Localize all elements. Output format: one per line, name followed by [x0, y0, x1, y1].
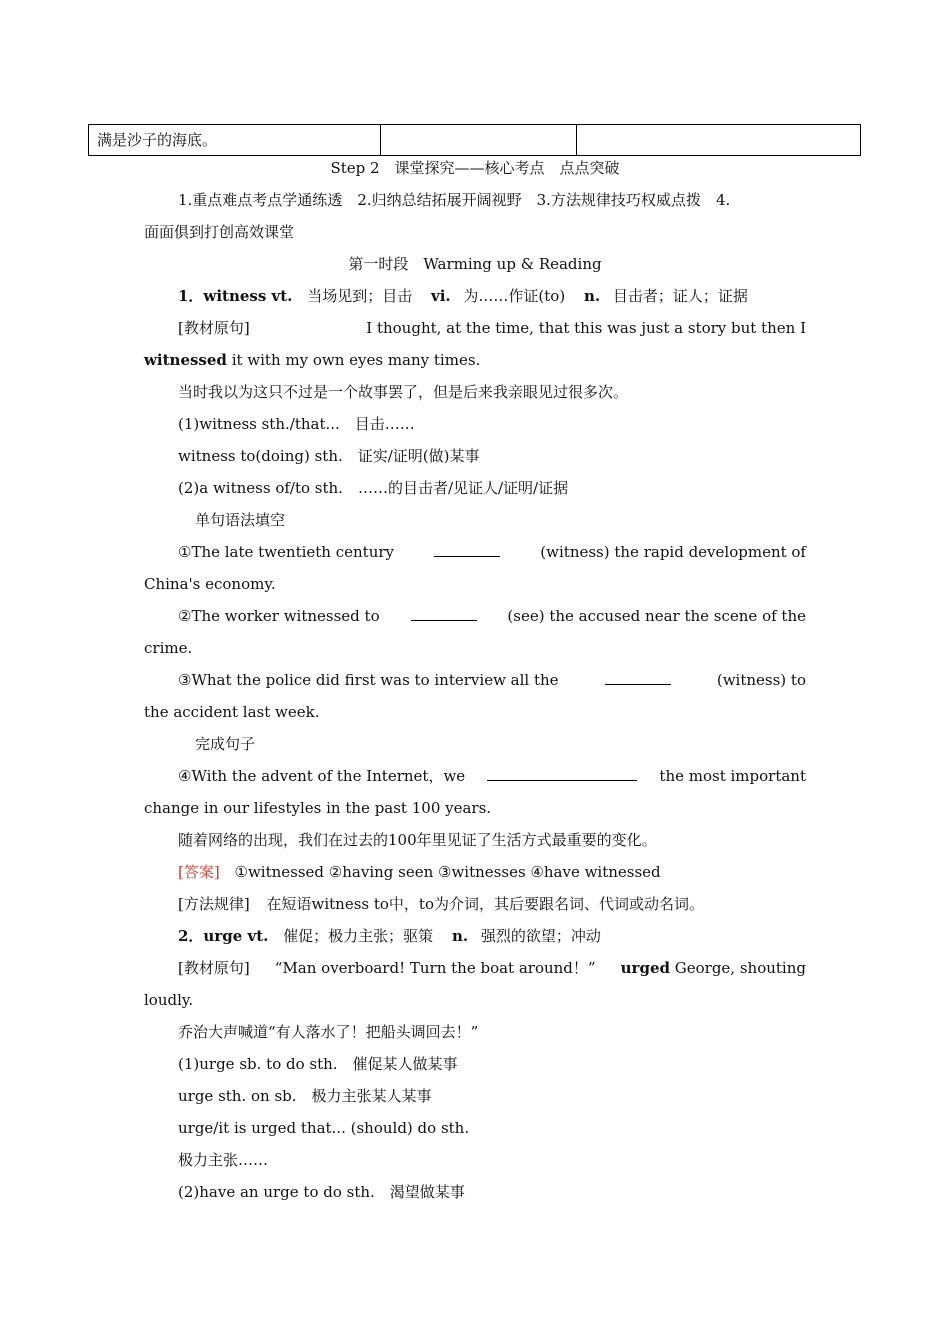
- headword: 2．urge vt.: [178, 927, 269, 945]
- urge-original-sentence-line1: [178, 958, 806, 978]
- witness-translation: 当时我以为这只不过是一个故事罢了，但是后来我亲眼见过很多次。: [178, 383, 629, 401]
- question-text: (witness) to: [716, 671, 806, 689]
- section-title: 第一时段 Warming up & Reading: [348, 255, 602, 273]
- highlighted-word: urged: [620, 959, 670, 977]
- witness-original-sentence-line2: [144, 350, 480, 370]
- original-text: it with my own eyes many times.: [226, 351, 481, 369]
- answer-blank: [487, 766, 637, 781]
- usage-item: witness to(doing) sth. 证实/证明(做)某事: [178, 447, 480, 465]
- question-2-cont: crime.: [144, 639, 193, 657]
- witness-original-sentence-line1: [178, 318, 806, 338]
- answer-blank: [411, 606, 477, 621]
- original-text: I thought, at the time, that this was just a story but then I: [366, 319, 806, 337]
- question-text: (see) the accused near the scene of the: [507, 607, 806, 625]
- question-1-cont: China's economy.: [144, 575, 276, 593]
- question-text: (witness) the rapid development of: [540, 543, 806, 561]
- question-3-cont: the accident last week.: [144, 703, 320, 721]
- usage-item: (2)have an urge to do sth. 渴望做某事: [178, 1183, 465, 1201]
- usage-item: urge/it is urged that... (should) do sth.: [178, 1119, 470, 1137]
- usage-item: (2)a witness of/to sth. ……的目击者/见证人/证明/证据: [178, 479, 569, 497]
- question-3: [178, 670, 806, 690]
- usage-item: (1)witness sth./that... 目击……: [178, 415, 415, 433]
- table-cell: [577, 125, 860, 155]
- original-label: [教材原句]: [178, 959, 250, 977]
- exercise-label: 单句语法填空: [195, 511, 286, 529]
- method-text: 在短语witness to中，to为介词，其后要跟名词、代词或动名词。: [266, 895, 704, 913]
- answer-blank: [434, 542, 500, 557]
- highlighted-word: witnessed: [144, 351, 227, 369]
- question-text: ①The late twentieth century: [178, 543, 395, 561]
- definition: 目击者；证人；证据: [612, 287, 748, 305]
- pos-tag: n.: [451, 927, 469, 945]
- definition: 强烈的欲望；冲动: [480, 927, 601, 945]
- continuation-table-row: [88, 124, 861, 156]
- pos-tag: vi.: [430, 287, 451, 305]
- witness-headword: [178, 286, 748, 306]
- pos-tag: n.: [583, 287, 601, 305]
- urge-original-sentence-line2: loudly.: [144, 991, 194, 1009]
- headword: 1．witness vt.: [178, 287, 293, 305]
- table-cell: [381, 125, 577, 155]
- usage-item: urge sth. on sb. 极力主张某人某事: [178, 1087, 432, 1105]
- urge-headword: [178, 926, 601, 946]
- question-text: ④With the advent of the Internet，we: [178, 767, 466, 785]
- intro-line-1: 1.重点难点考点学通练透 2.归纳总结拓展开阔视野 3.方法规律技巧权威点拨 4.: [178, 191, 731, 209]
- question-text: ③What the police did first was to interview all the: [178, 671, 559, 689]
- question-text: ②The worker witnessed to: [178, 607, 380, 625]
- usage-item: 极力主张……: [178, 1151, 269, 1169]
- question-2: [178, 606, 806, 626]
- original-text: George, shouting: [670, 959, 806, 977]
- intro-line-2: 面面俱到打创高效课堂: [144, 223, 295, 241]
- definition: 为……作证(to): [463, 287, 566, 305]
- table-cell: 满是沙子的海底。: [89, 125, 381, 155]
- exercise-label: 完成句子: [195, 735, 256, 753]
- usage-item: (1)urge sb. to do sth. 催促某人做某事: [178, 1055, 458, 1073]
- question-4-cont: change in our lifestyles in the past 100 years.: [144, 799, 492, 817]
- question-4-translation: 随着网络的出现，我们在过去的100年里见证了生活方式最重要的变化。: [178, 831, 657, 849]
- step-title: Step 2 课堂探究——核心考点 点点突破: [330, 159, 620, 177]
- answer-line: [178, 862, 661, 882]
- original-label: [教材原句]: [178, 319, 250, 337]
- answer-label: [答案]: [178, 863, 220, 881]
- definition: 催促；极力主张；驱策: [283, 927, 434, 945]
- question-4: [178, 766, 806, 786]
- urge-translation: 乔治大声喊道“有人落水了！把船头调回去！”: [178, 1023, 479, 1041]
- answer-blank: [605, 670, 671, 685]
- method-tip: [178, 894, 704, 914]
- answer-text: ①witnessed ②having seen ③witnesses ④have witnessed: [234, 863, 661, 881]
- method-label: [方法规律]: [178, 895, 250, 913]
- question-1: [178, 542, 806, 562]
- question-text: the most important: [659, 767, 806, 785]
- definition: 当场见到；目击: [307, 287, 413, 305]
- original-text: “Man overboard! Turn the boat around！”: [274, 959, 596, 977]
